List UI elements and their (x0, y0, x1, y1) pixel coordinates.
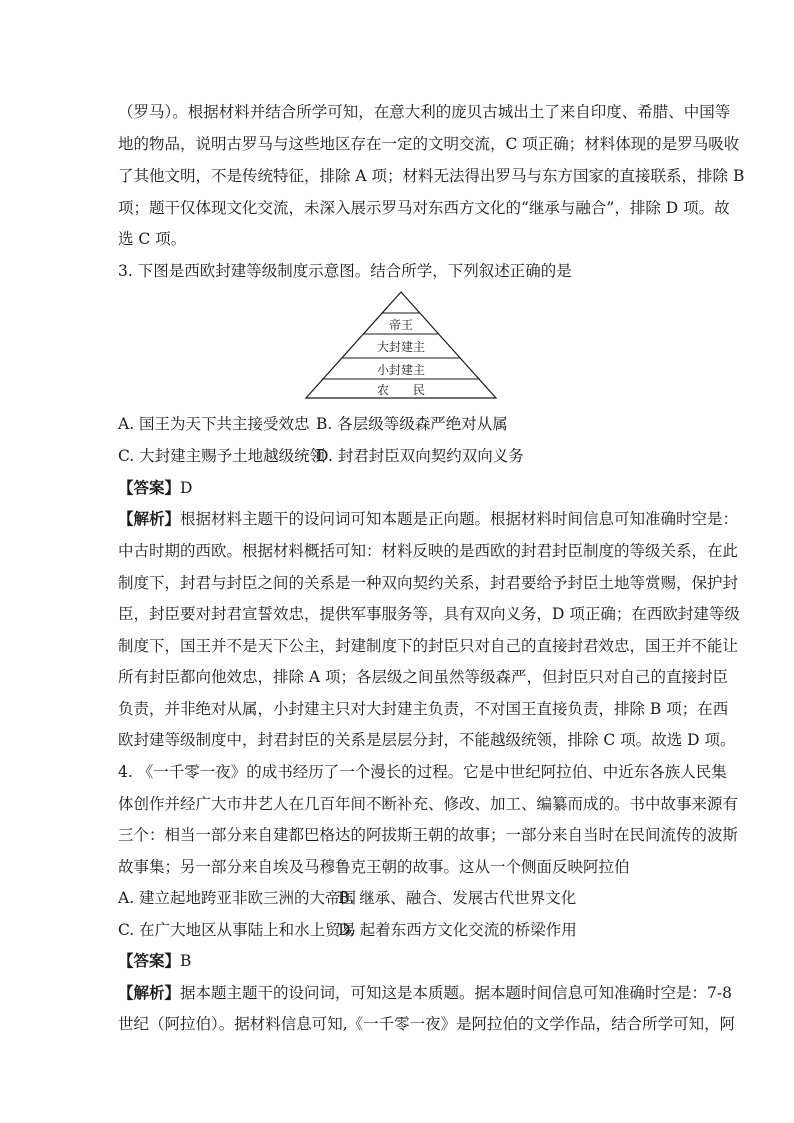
text-line: 项；题干仅体现文化交流，未深入展示罗马对东西方文化的“继承与融合”，排除 D 项。故 (118, 199, 730, 217)
text-line: 选 C 项。 (118, 230, 187, 248)
q3-option-d: D. 封君封臣双向契约双向义务 (316, 447, 524, 465)
text-line: 地的物品，说明古罗马与这些地区存在一定的文明交流，C 项正确；材料体现的是罗马吸收 (118, 135, 740, 153)
q4-answer (118, 951, 684, 971)
pyramid-level-peasant: 农 民 (376, 383, 426, 397)
question-4-stem: 三个：相当一部分来自建都巴格达的阿拔斯王朝的故事；一部分来自当时在民间流传的波斯 (118, 826, 739, 844)
q4-analysis-line (118, 983, 732, 1003)
q3-analysis-line (118, 509, 739, 529)
question-4-stem: 4. 《一千零一夜》的成书经历了一个漫长的过程。它是中世纪阿拉伯、中近东各族人民集 (118, 763, 727, 781)
q3-option-b: B. 各层级等级森严绝对从属 (316, 415, 508, 433)
q3-analysis-line: 制度下，封君与封臣之间的关系是一种双向契约关系，封君要给予封臣土地等赏赐，保护封 (118, 574, 739, 592)
q3-analysis-line: 负责，并非绝对从属，小封建主只对大封建主负责，不对国王直接负责，排除 B 项；在西 (118, 700, 729, 718)
q3-analysis-line: 欧封建等级制度中，封君封臣的关系是层层分封，不能越级统领，排除 C 项。故选 D 项。 (118, 731, 736, 749)
q4-analysis-line: 世纪（阿拉伯）。据材料信息可知,《一千零一夜》是阿拉伯的文学作品，结合所学可知，阿 (118, 1015, 736, 1033)
answer-label: 【答案】 (118, 951, 181, 970)
q4-option-d: D. 起着东西方文化交流的桥梁作用 (338, 921, 577, 939)
q3-answer (118, 478, 684, 498)
text-line: 了其他文明，不是传统特征，排除 A 项；材料无法得出罗马与东方国家的直接联系，排除 B (118, 167, 745, 185)
q4-option-b: B. 继承、融合、发展古代世界文化 (338, 889, 577, 907)
question-3-stem: 3. 下图是西欧封建等级制度示意图。结合所学，下列叙述正确的是 (118, 262, 572, 280)
q4-option-a: A. 建立起地跨亚非欧三洲的大帝国 (118, 889, 357, 907)
q3-option-c: C. 大封建主赐予土地越级统领 (118, 447, 326, 465)
answer-value: D (180, 479, 193, 497)
q4-option-c: C. 在广大地区从事陆上和水上贸易 (118, 921, 357, 939)
question-4-stem: 故事集；另一部分来自埃及马穆鲁克王朝的故事。这从一个侧面反映阿拉伯 (118, 858, 630, 876)
answer-value: B (180, 952, 192, 970)
analysis-text: 据本题主题干的设问词，可知这是本质题。据本题时间信息可知准确时空是：7-8 (180, 984, 732, 1002)
pyramid-level-great-lord: 大封建主 (376, 340, 426, 354)
question-4-stem: 体创作并经广大市井艺人在几百年间不断补充、修改、加工、编纂而成的。书中故事来源有 (118, 795, 739, 813)
answer-label: 【答案】 (118, 478, 181, 497)
analysis-text: 根据材料主题干的设问词可知本题是正向题。根据材料时间信息可知准确时空是： (180, 510, 739, 528)
q3-analysis-line: 臣，封臣要对封君宣誓效忠，提供军事服务等，具有双向义务，D 项正确；在西欧封建等级 (118, 605, 740, 623)
q3-analysis-line: 中古时期的西欧。根据材料概括可知：材料反映的是西欧的封君封臣制度的等级关系，在此 (118, 542, 739, 560)
pyramid-level-lesser-lord: 小封建主 (376, 363, 426, 377)
q3-analysis-line: 所有封臣都向他效忠，排除 A 项；各层级之间虽然等级森严，但封臣只对自己的直接封臣 (118, 668, 729, 686)
q3-analysis-line: 制度下，国王并不是天下公主，封建制度下的封臣只对自己的直接封君效忠，国王并不能让 (118, 637, 739, 655)
text-line: （罗马）。根据材料并结合所学可知，在意大利的庞贝古城出土了来自印度、希腊、中国等 (118, 103, 731, 121)
q3-option-a: A. 国王为天下共主接受效忠 (118, 415, 310, 433)
analysis-label: 【解析】 (118, 509, 181, 528)
analysis-label: 【解析】 (118, 983, 181, 1002)
pyramid-level-emperor: 帝王 (388, 318, 414, 332)
feudal-hierarchy-pyramid (304, 290, 498, 400)
